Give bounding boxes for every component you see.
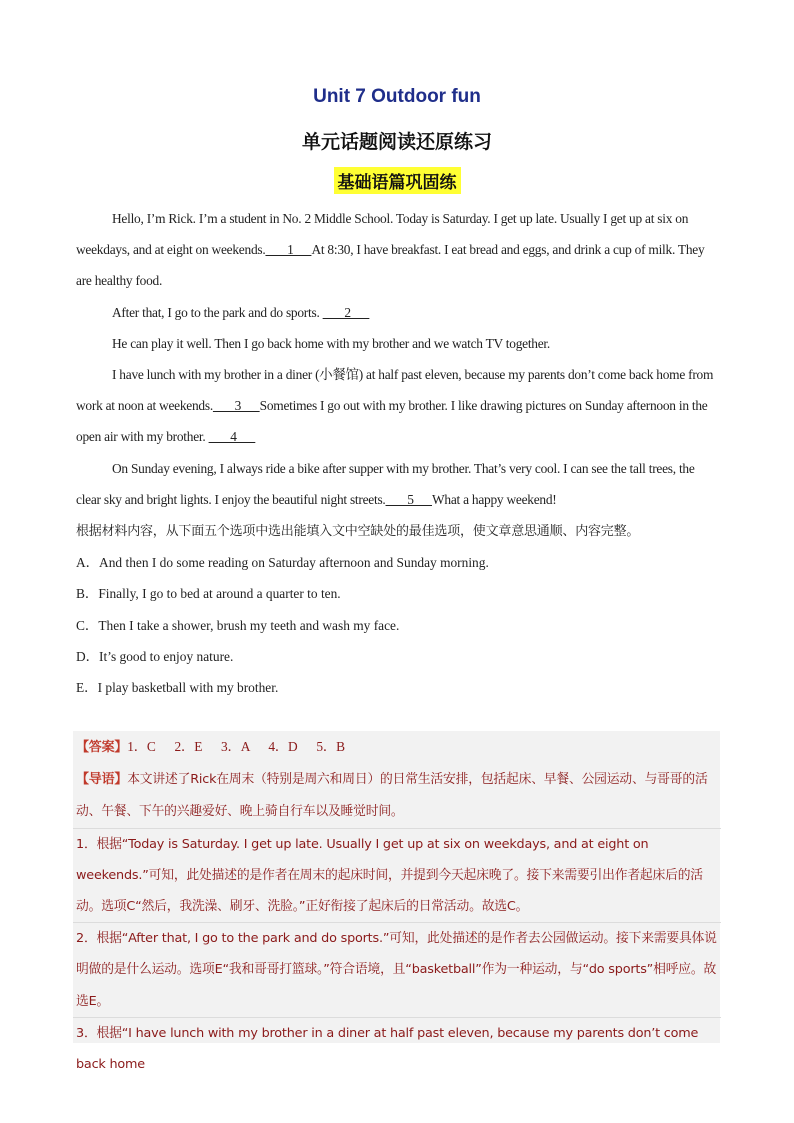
answer-values: 1．C 2．E 3．A 4．D 5．B xyxy=(127,739,345,754)
passage-paragraph-2: After that, I go to the park and do sports. 2 xyxy=(112,304,370,320)
option-e: E．I play basketball with my brother. xyxy=(76,680,279,696)
explanation-2: 2．根据“After that, I go to the park and do sports.”可知，此处描述的是作者去公园做运动。接下来需要具体说明做的是什么运动。选项E“我和哥哥打篮球。”符合语境，且“basketball”作为一种运动，与“do sports”相呼应。故选E。 xyxy=(76,931,717,1009)
section-tag-wrap xyxy=(0,167,794,194)
passage-paragraph-3: He can play it well. Then I go back home with my brother and we watch TV together. xyxy=(112,335,551,351)
answer-label: 【答案】 xyxy=(76,740,128,755)
guide-text: 本文讲述了Rick在周末（特别是周六和周日）的日常生活安排，包括起床、早餐、公园运动、与哥哥的活动、午餐、下午的兴趣爱好、晚上骑自行车以及睡觉时间。 xyxy=(76,772,708,820)
answer-line xyxy=(76,731,718,763)
blank-2: 2 xyxy=(322,304,370,320)
unit-title: Unit 7 Outdoor fun xyxy=(313,86,481,107)
exercise-subtitle: 单元话题阅读还原练习 xyxy=(301,131,492,153)
passage-paragraph-4: I have lunch with my brother in a diner (小餐馆) at half past eleven, because my parents don’t come back home from work at noon at weekends. 3 Sometimes I go out with my brother. I like drawing pictures on Sunday afternoon in the open air with my brother. 4 xyxy=(76,367,714,445)
section-tag: 基础语篇巩固练 xyxy=(334,167,461,194)
passage-paragraph-1: Hello, I’m Rick. I’m a student in No. 2 Middle School. Today is Saturday. I get up late. Usually I get up at six on weekdays, and at eight on weekends. 1 At 8:30, I have breakfast. I eat bread and eggs, and drink a cup of milk. They are healthy food. xyxy=(76,211,705,289)
blank-3: 3 xyxy=(212,398,260,414)
blank-1: 1 xyxy=(265,242,312,258)
blank-5: 5 xyxy=(385,491,432,507)
option-b: B．Finally, I go to bed at around a quarter to ten. xyxy=(76,586,341,602)
answer-content xyxy=(76,731,718,1080)
guide-line xyxy=(76,763,718,827)
option-a: A．And then I do some reading on Saturday afternoon and Sunday morning. xyxy=(76,555,489,571)
guide-label: 【导语】 xyxy=(76,772,128,788)
explanation-1: 1．根据“Today is Saturday. I get up late. Usually I get up at six on weekdays, and at eight on weekends.”可知，此处描述的是作者在周末的起床时间，并提到今天起床晚了。接下来需要引出作者起床后的活动。选项C“然后，我洗澡、刷牙、洗脸。”正好衔接了起床后的日常活动。故选C。 xyxy=(76,836,703,915)
reading-passage xyxy=(76,203,718,515)
option-d: D．It’s good to enjoy nature. xyxy=(76,648,234,664)
instruction-text: 根据材料内容，从下面五个选项中选出能填入文中空缺处的最佳选项，使文章意思通顺、内容完整。 xyxy=(76,524,640,539)
options-list xyxy=(76,516,718,703)
option-c: C．Then I take a shower, brush my teeth and wash my face. xyxy=(76,617,400,633)
blank-4: 4 xyxy=(208,429,256,445)
explanation-3: 3．根据“I have lunch with my brother in a diner at half past eleven, because my parents don’t come back home xyxy=(76,1025,699,1073)
passage-paragraph-5: On Sunday evening, I always ride a bike after supper with my brother. That’s very cool. I can see the tall trees, the clear sky and bright lights. I enjoy the beautiful night streets. 5 What a happy weekend! xyxy=(76,460,695,507)
